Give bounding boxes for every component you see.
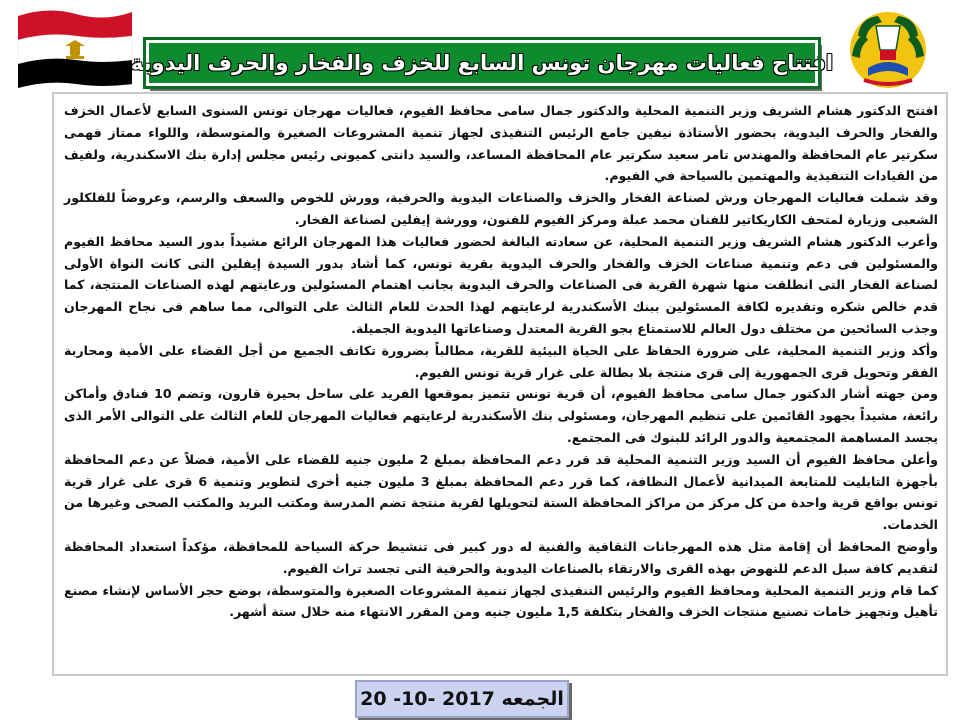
article-paragraph: وأعرب الدكتور هشام الشريف وزير التنمية المحلية، عن سعادته البالغة لحضور فعاليات هذا المهرجان الرائع مشيداً بدور السيد محافظ الفيوم والمسئولين فى دعم وتنمية صناعات الخزف والفخار والحرف اليدوية بقرية تونس، كما أشاد بدور السيدة إيفلين التى كانت النواة الأولى لصناعة الفخار التى انطلقت منها شهرة القرية فى الصناعات والحرف اليدوية بجانب اهتمام المسئولين ورعايتهم لهذه الصناعات المنتجة، كما قدم خالص شكره وتقديره لكافة المسئولين ببنك الأسكندرية لرعايتهم لهذا الحدث للعام الثالث على التوالى، مما ساهم فى نجاح المهرجان وجذب السائحين من مختلف دول العالم للاستمتاع بجو القرية المعتدل وصناعاتها اليدوية الجميلة. [64, 233, 938, 336]
article-paragraph: وأعلن محافظ الفيوم أن السيد وزير التنمية المحلية قد قرر دعم المحافظة بمبلغ 2 مليون جنيه للقضاء على الأمية، فضلاً عن دعم المحافظة بأجهزة التابليت للمتابعة الميدانية لأعمال النظافة، كما قرر دعم المحافظة بمبلغ 3 مليون جنيه أخرى لتطوير وتنمية 6 قرى على غرار قرية تونس بواقع قرية واحدة من كل مركز من مراكز المحافظة الستة لتحويلها لقرية منتجة تضم المدرسة ومكتب البريد والمكتب الصحى وغيرها من الخدمات. [64, 451, 938, 533]
egypt-flag-icon [14, 6, 134, 88]
article-paragraph: وأوضح المحافظ أن إقامة مثل هذه المهرجانات الثقافية والفنية له دور كبير فى تنشيط حركة السياحة للمحافظة، مؤكداً استعداد المحافظة لتقديم كافة سبل الدعم للنهوض بهذه القرى والارتقاء بالصناعات اليدوية والحرفية التى تجسد تراث الفيوم. [64, 538, 938, 576]
date-day: الجمعه [501, 688, 564, 710]
article-paragraph: وأكد وزير التنمية المحلية، على ضرورة الحفاظ على الحياة البيئية للقرية، مطالباً بضرورة تكاتف الجميع من أجل القضاء على الأمية ومحاربة الفقر وتحويل قرى الجمهورية إلى قرى منتجة بلا بطالة على غرار قرية تونس الفيوم. [64, 342, 938, 380]
article-paragraph: وقد شملت فعاليات المهرجان ورش لصناعة الفخار والخزف والصناعات اليدوية والحرفية، وورش للخوص والسعف والرسم، وعروضاً للفلكلور الشعبى وزيارة لمتحف الكاريكاتير للفنان محمد عبلة ومركز الفيوم للفنون، وورشة إيفلين لصناعة الفخار. [64, 190, 938, 227]
headline-title: افتتاح فعاليات مهرجان تونس السابع للخزف والفخار والحرف اليدوية [130, 51, 834, 75]
news-article-body [52, 92, 948, 676]
date-badge [355, 680, 569, 718]
article-paragraph: افتتح الدكتور هشام الشريف وزير التنمية المحلية والدكتور جمال سامى محافظ الفيوم، فعاليات مهرجان تونس السنوى السابع لأعمال الخزف والفخار والحرف اليدوية، بحضور الأستاذة نيفين جامع الرئيس التنفيذى لجهاز تنمية المشروعات الصغيرة والمتوسطة، واللواء ممتاز فهمى سكرتير عام المحافظة والمهندس تامر سعيد سكرتير عام المحافظة المساعد، والسيد دانتى كميونى رئيس مجلس إدارة بنك الاسكندرية، ولفيف من القيادات التنفيذية والمهتمين بالسياحة في الفيوم. [64, 103, 938, 184]
fayoum-governorate-logo-icon [838, 6, 938, 92]
date-value: 20 -10- 2017 [360, 688, 495, 710]
headline-banner [130, 40, 834, 86]
article-paragraph: ومن جهته أشار الدكتور جمال سامى محافظ الفيوم، أن قرية تونس تتميز بموقعها الفريد على ساحل بحيرة قارون، وتضم 10 فنادق وأماكن رائعة، مشيداً بجهود القائمين على تنظيم المهرجان، ومسئولى بنك الأسكندرية لرعايتهم فعاليات المهرجان للعام الثالث على التوالى الأمر الذى يجسد المساهمة المجتمعية والدور الرائد للبنوك فى المجتمع. [64, 386, 939, 445]
article-paragraph: كما قام وزير التنمية المحلية ومحافظ الفيوم والرئيس التنفيذى لجهاز تنمية المشروعات الصغيرة والمتوسطة، بوضع حجر الأساس لإنشاء مصنع تأهيل وتجهيز خامات تصنيع منتجات الخزف والفخار بتكلفة 1,5 مليون جنيه ومن المقرر الانتهاء منه خلال ستة أشهر. [64, 582, 938, 620]
